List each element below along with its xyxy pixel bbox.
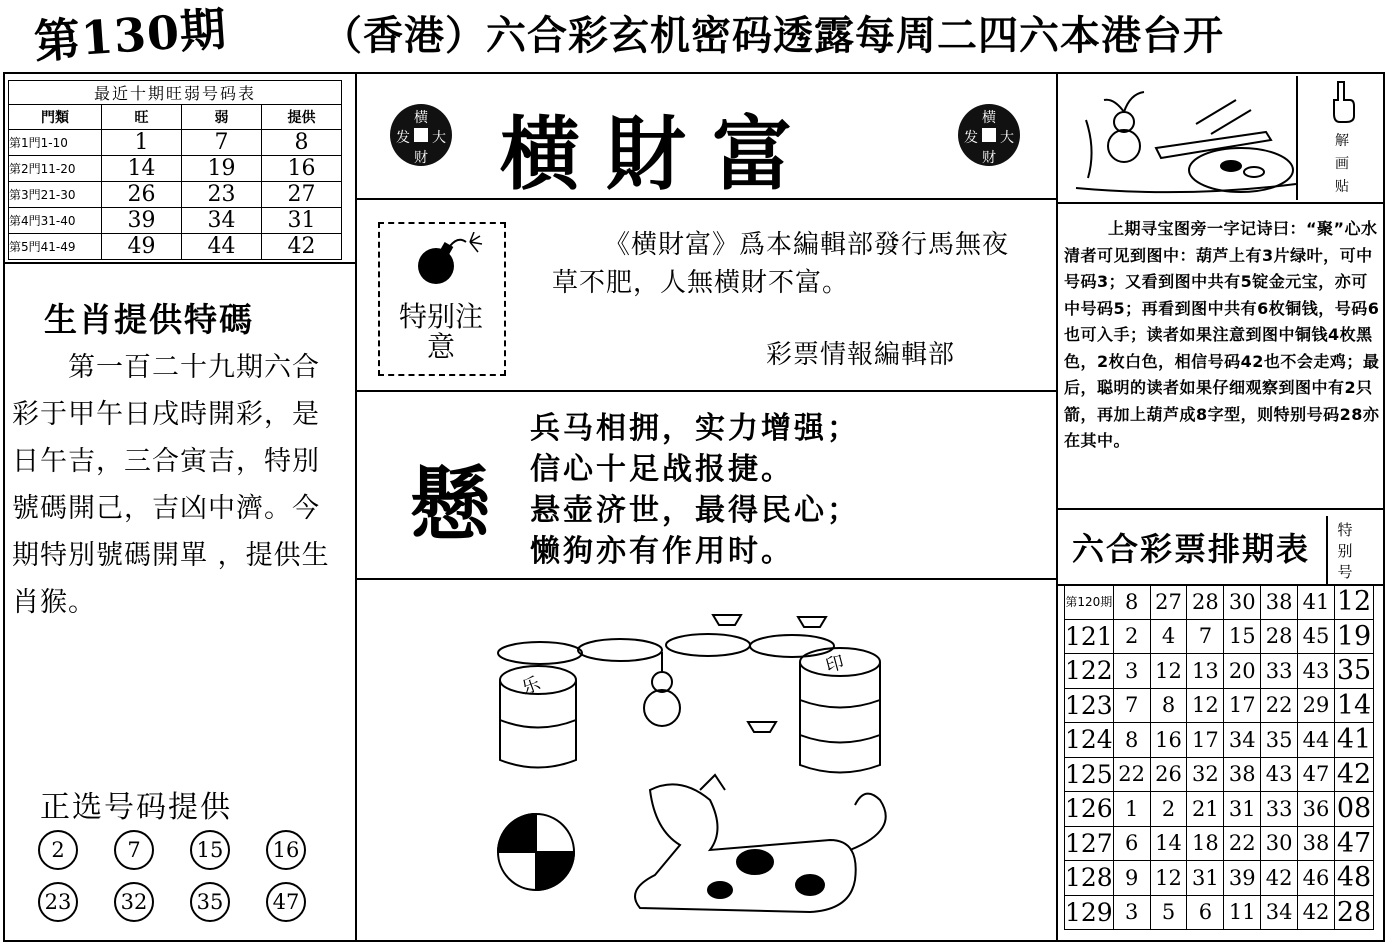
number-cell: 38 [1298,826,1335,861]
issue-cell: 122 [1065,654,1114,689]
poem-line: 悬壶济世，最得民心； [530,493,860,528]
poem-line: 兵马相拥，实力增强； [530,411,860,446]
coin-text: 横 [414,110,428,126]
divider-table [3,262,355,264]
number-cell: 20 [1224,654,1261,689]
table-row [1065,861,1374,896]
number-cell: 3 [1113,654,1150,689]
issue-number: 第130期 [32,1,229,69]
column-header: 提供 [262,105,342,130]
previous-explanation: 上期寻宝图旁一字记诗曰：“聚”心水清者可见到图中：葫芦上有3片绿叶，可中号码3；又看到图中共有5锭金元宝，亦可中号码5；再看到图中共有6枚铜钱，号码6也可入手；读者如果注意到图中铜钱4枚黑色，2枚白色，相信号码42也不会走鸡；最后，聪明的读者如果仔细观察到图中有2只箭，再加上葫芦成8字型，则特别号码28亦在其中。 [1064,219,1380,450]
issue-cell: 127 [1065,826,1114,861]
issue-cell: 第120期 [1065,585,1114,620]
issue-cell: 124 [1065,723,1114,758]
notice-intro: 《横財富》爲本編輯部發行馬無夜草不肥，人無横財不富。 [552,230,1010,298]
table-row [1065,619,1374,654]
number-cell: 26 [1150,757,1187,792]
number-cell: 42 [1298,895,1335,930]
number-cell: 35 [1261,723,1298,758]
table-row [1065,792,1374,827]
pick-number: 7 [114,830,154,870]
pointing-hand-icon [1330,80,1356,124]
divider-riddle [355,578,1056,580]
number-cell: 11 [1224,895,1261,930]
table-row [9,234,342,260]
number-cell: 45 [1298,619,1335,654]
pick-number: 23 [38,882,78,922]
strong-number: 39 [102,208,182,234]
riddle-char: 懸 [410,457,490,551]
number-cell: 30 [1224,585,1261,620]
special-number-cell: 35 [1335,654,1374,689]
number-cell: 36 [1298,792,1335,827]
table-row [9,208,342,234]
poem-line: 懒狗亦有作用时。 [530,534,794,569]
number-cell: 8 [1113,585,1150,620]
weak-number: 7 [182,130,262,156]
schedule-title: 六合彩票排期表 [1072,530,1311,568]
number-cell: 44 [1298,723,1335,758]
poem-line: 信心十足战报捷。 [530,452,794,487]
strength-table [8,80,342,260]
pick-number: 35 [190,882,230,922]
drum-label-right: 印 [823,652,847,677]
special-number-header: 特别号 [1337,521,1353,581]
table-row [9,156,342,182]
table-row [1065,895,1374,930]
zodiac-heading: 生肖提供特碼 [44,300,254,339]
table-row [1065,654,1374,689]
number-cell: 2 [1113,619,1150,654]
zodiac-body: 第一百二十九期六合彩于甲午日戌時開彩，是日午吉，三合寅吉，特別號碼開己，吉凶中濟。今期特別號碼開單 ，提供生肖猴。 [12,352,330,618]
divider-notice [355,390,1056,392]
number-cell: 17 [1224,688,1261,723]
coin-text: 大 [1000,130,1014,146]
number-cell: 6 [1187,895,1224,930]
column-header: 門類 [9,105,102,130]
number-cell: 12 [1150,654,1187,689]
strong-number: 1 [102,130,182,156]
special-number-cell: 47 [1335,826,1374,861]
number-cell: 18 [1187,826,1224,861]
row-label: 第5門41-49 [9,234,102,260]
strength-table-caption: 最近十期旺弱号码表 [9,81,342,105]
issue-cell: 121 [1065,619,1114,654]
pick-number: 47 [266,882,306,922]
number-cell: 28 [1187,585,1224,620]
drum-label-left: 乐 [519,673,544,700]
number-cell: 22 [1224,826,1261,861]
special-number-cell: 12 [1335,585,1374,620]
row-label: 第4門31-40 [9,208,102,234]
strong-number: 14 [102,156,182,182]
pick-number: 15 [190,830,230,870]
special-number-cell: 28 [1335,895,1374,930]
coin-icon-left [390,104,452,166]
strong-number: 26 [102,182,182,208]
offer-number: 27 [262,182,342,208]
coin-text: 发 [964,130,978,146]
offer-number: 8 [262,130,342,156]
number-cell: 33 [1261,654,1298,689]
pick-number: 16 [266,830,306,870]
number-cell: 41 [1298,585,1335,620]
number-cell: 12 [1187,688,1224,723]
coin-text: 财 [982,150,996,166]
coin-text: 财 [414,150,428,166]
strong-number: 49 [102,234,182,260]
issue-cell: 123 [1065,688,1114,723]
pick-number: 2 [38,830,78,870]
coin-text: 横 [982,110,996,126]
number-cell: 42 [1261,861,1298,896]
row-label: 第3門21-30 [9,182,102,208]
number-cell: 7 [1187,619,1224,654]
weak-number: 23 [182,182,262,208]
special-number-cell: 42 [1335,757,1374,792]
number-cell: 38 [1261,585,1298,620]
table-row [1065,826,1374,861]
special-number-cell: 41 [1335,723,1374,758]
picks-heading: 正选号码提供 [40,790,232,825]
number-cell: 1 [1113,792,1150,827]
table-row [1065,688,1374,723]
special-number-cell: 14 [1335,688,1374,723]
issue-cell: 125 [1065,757,1114,792]
weak-number: 19 [182,156,262,182]
offer-number: 42 [262,234,342,260]
column-header: 旺 [102,105,182,130]
table-row [1065,723,1374,758]
number-cell: 34 [1224,723,1261,758]
number-cell: 43 [1261,757,1298,792]
table-row [9,182,342,208]
picture-tip: 解画贴 [1335,133,1349,195]
row-label: 第1門1-10 [9,130,102,156]
table-row [1065,757,1374,792]
number-cell: 13 [1187,654,1224,689]
notice-signature: 彩票情報編輯部 [766,340,956,370]
schedule-header-divider [1326,516,1328,584]
number-cell: 31 [1187,861,1224,896]
number-cell: 16 [1150,723,1187,758]
previous-puzzle-picture [1066,80,1316,198]
weak-number: 44 [182,234,262,260]
number-cell: 3 [1113,895,1150,930]
number-cell: 33 [1261,792,1298,827]
divider-picture [1056,202,1385,204]
number-cell: 39 [1224,861,1261,896]
number-cell: 2 [1150,792,1187,827]
number-cell: 31 [1224,792,1261,827]
number-cell: 47 [1298,757,1335,792]
number-cell: 22 [1113,757,1150,792]
number-cell: 8 [1113,723,1150,758]
picks-grid [38,830,338,922]
special-number-cell: 19 [1335,619,1374,654]
number-cell: 17 [1187,723,1224,758]
coin-icon-right [958,104,1020,166]
page-title: （香港）六合彩玄机密码透露每周二四六本港台开 [322,13,1224,59]
pick-number: 32 [114,882,154,922]
number-cell: 46 [1298,861,1335,896]
number-cell: 29 [1298,688,1335,723]
offer-number: 16 [262,156,342,182]
coin-text: 发 [396,130,410,146]
number-cell: 27 [1150,585,1187,620]
number-cell: 12 [1150,861,1187,896]
number-cell: 14 [1150,826,1187,861]
column-header: 弱 [182,105,262,130]
row-label: 第2門11-20 [9,156,102,182]
number-cell: 9 [1113,861,1150,896]
issue-cell: 129 [1065,895,1114,930]
number-cell: 15 [1224,619,1261,654]
number-cell: 6 [1113,826,1150,861]
brand-title: 横財富 [500,107,818,201]
number-cell: 38 [1224,757,1261,792]
number-cell: 28 [1261,619,1298,654]
number-cell: 5 [1150,895,1187,930]
number-cell: 22 [1261,688,1298,723]
number-cell: 21 [1187,792,1224,827]
picture-divider [1296,76,1298,200]
number-cell: 4 [1150,619,1187,654]
divider-explain [1056,508,1385,510]
offer-number: 31 [262,208,342,234]
issue-cell: 128 [1065,861,1114,896]
special-number-cell: 48 [1335,861,1374,896]
number-cell: 43 [1298,654,1335,689]
coin-text: 大 [432,130,446,146]
riddle-poem [530,408,860,572]
riddle-illustration [380,590,1040,935]
issue-cell: 126 [1065,792,1114,827]
number-cell: 30 [1261,826,1298,861]
schedule-table [1064,584,1374,930]
weak-number: 34 [182,208,262,234]
notice-label: 特别注意 [398,300,483,363]
number-cell: 34 [1261,895,1298,930]
table-row [1065,585,1374,620]
special-number-cell: 08 [1335,792,1374,827]
bomb-icon [414,232,484,292]
divider-left [355,72,357,942]
number-cell: 32 [1187,757,1224,792]
number-cell: 8 [1150,688,1187,723]
table-row [9,130,342,156]
number-cell: 7 [1113,688,1150,723]
